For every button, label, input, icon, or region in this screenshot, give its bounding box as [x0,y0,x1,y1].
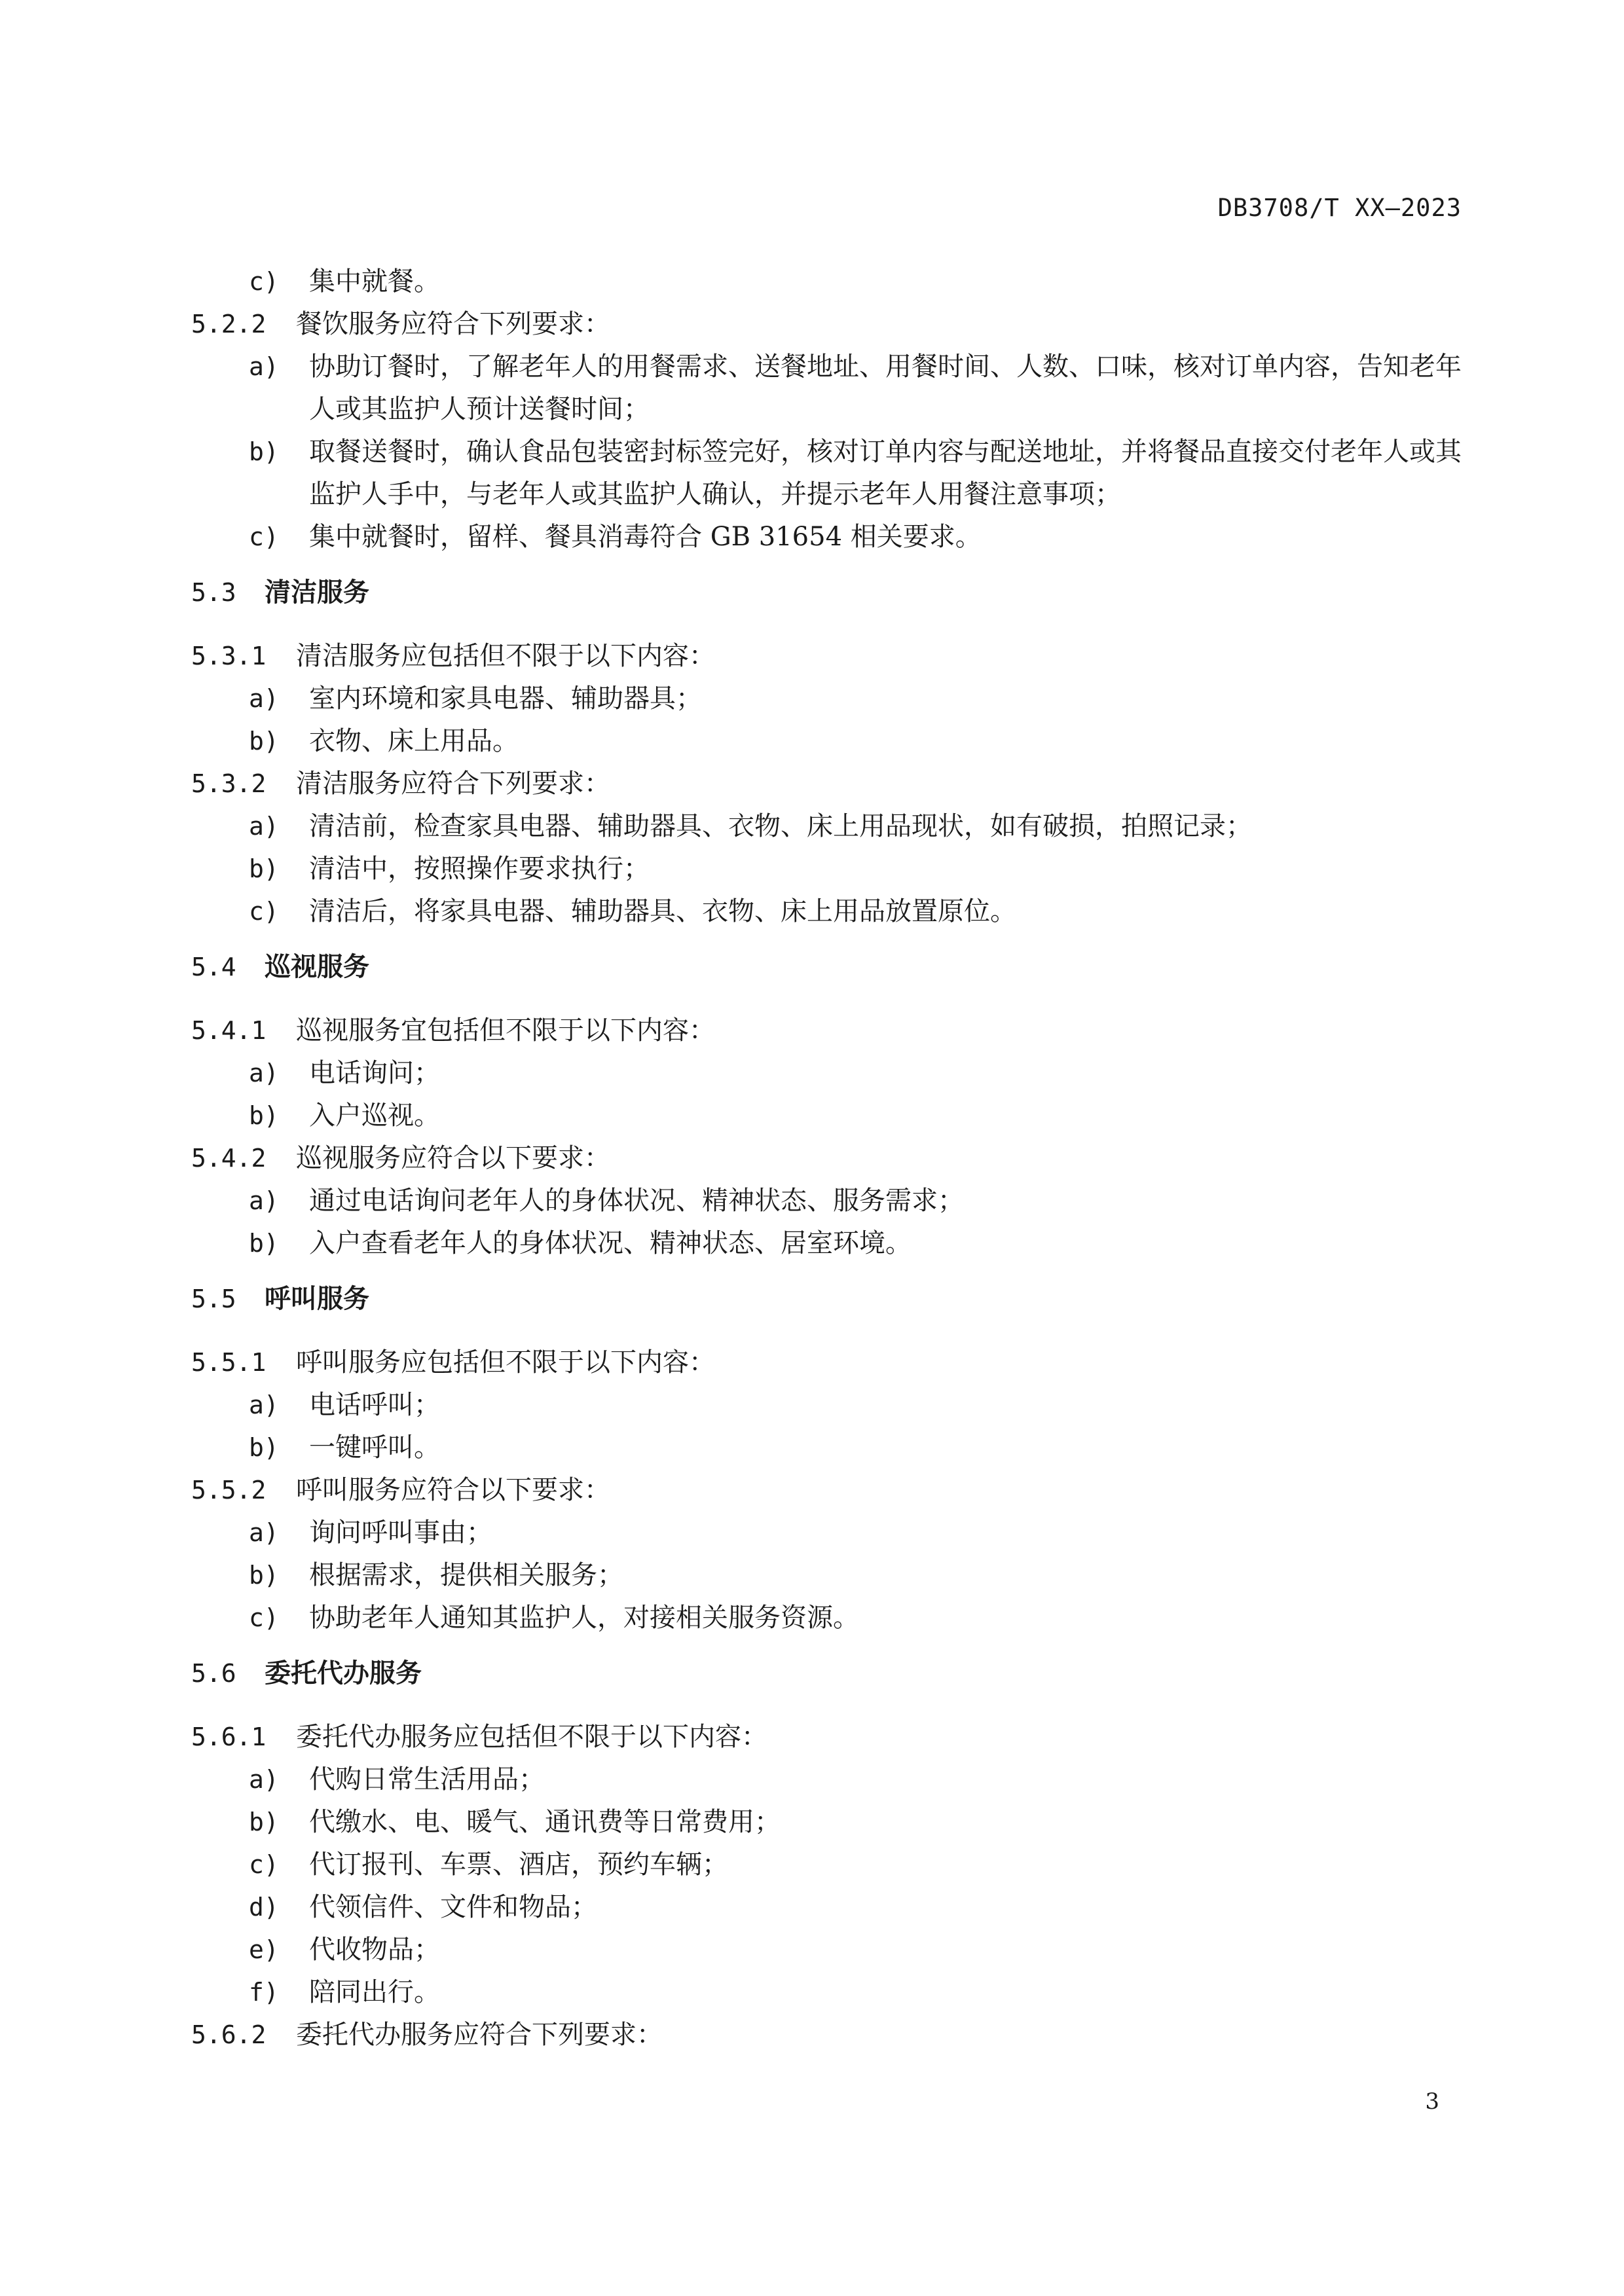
section-heading [191,572,1475,614]
item-text: 衣物、床上用品。 [309,726,519,756]
item-text: 入户查看老年人的身体状况、精神状态、居室环境。 [309,1228,912,1258]
item-label: b) [249,437,279,466]
item-label: a) [249,1186,279,1215]
list-item [191,1971,1475,2014]
item-text: 代订报刊、车票、酒店，预约车辆； [309,1850,728,1880]
clause-text: 清洁服务应包括但不限于以下内容： [296,641,715,671]
item-label: c) [249,267,279,296]
clause-text: 委托代办服务应包括但不限于以下内容： [296,1722,767,1752]
clause-text: 清洁服务应符合下列要求： [296,769,610,799]
item-label: c) [249,897,279,926]
section-title: 清洁服务 [265,577,369,608]
clause-text: 呼叫服务应包括但不限于以下内容： [296,1347,715,1377]
item-label: d) [249,1893,279,1922]
clause-text: 餐饮服务应符合下列要求： [296,309,610,339]
list-item [191,1597,1475,1639]
item-text: 陪同出行。 [309,1977,440,2007]
item-text: 清洁中，按照操作要求执行； [309,854,650,884]
item-label: a) [249,1765,279,1794]
list-item [191,1052,1475,1095]
section-title: 巡视服务 [265,952,369,982]
item-label: b) [249,854,279,883]
item-label: b) [249,727,279,756]
section-title: 呼叫服务 [265,1284,369,1314]
item-label: c) [249,1850,279,1879]
section-number: 5.3 [191,578,236,607]
clause-text: 委托代办服务应符合下列要求： [296,2020,663,2050]
list-item [191,678,1475,720]
clause [191,1137,1475,1180]
item-label: e) [249,1935,279,1964]
clause [191,1716,1475,1758]
item-text: 通过电话询问老年人的身体状况、精神状态、服务需求； [309,1186,964,1216]
item-text: 代收物品； [309,1935,440,1965]
clause [191,2014,1475,2056]
item-text: 代缴水、电、暖气、通讯费等日常费用； [309,1807,781,1837]
clause-number: 5.5.2 [191,1476,267,1504]
section-number: 5.6 [191,1659,236,1688]
list-item [191,720,1475,763]
clause-number: 5.3.1 [191,642,267,670]
clause [191,763,1475,805]
clause-number: 5.2.2 [191,310,267,338]
document-code: DB3708/T XX—2023 [1217,194,1462,222]
section-heading [191,1278,1475,1321]
list-item [191,1427,1475,1469]
list-item [191,1844,1475,1886]
document-body [191,261,1475,2056]
list-item [191,1886,1475,1929]
list-item [191,1512,1475,1554]
clause [191,303,1475,346]
clause [191,1469,1475,1512]
item-label: c) [249,522,279,551]
section-heading [191,946,1475,989]
list-item [191,1222,1475,1265]
item-text: 电话呼叫； [309,1390,440,1420]
list-item [191,346,1475,431]
item-label: b) [249,1561,279,1590]
list-item [191,1554,1475,1597]
list-item [191,1758,1475,1801]
clause-text: 呼叫服务应符合以下要求： [296,1475,610,1505]
item-text: 一键呼叫。 [309,1432,440,1463]
item-text: 代领信件、文件和物品； [309,1892,597,1922]
item-text: 清洁前，检查家具电器、辅助器具、衣物、床上用品现状，如有破损，拍照记录； [309,811,1252,841]
item-text: 电话询问； [309,1058,440,1088]
item-label: a) [249,684,279,713]
section-heading [191,1652,1475,1695]
item-text: 取餐送餐时，确认食品包装密封标签完好，核对订单内容与配送地址，并将餐品直接交付老年人或其监护人手中，与老年人或其监护人确认，并提示老年人用餐注意事项； [309,437,1462,509]
item-label: c) [249,1603,279,1632]
item-label: f) [249,1978,279,2007]
page-number: 3 [1425,2088,1439,2115]
item-text: 询问呼叫事由； [309,1518,492,1548]
item-text: 协助老年人通知其监护人，对接相关服务资源。 [309,1603,859,1633]
list-item [191,1095,1475,1137]
list-item [191,261,1475,303]
item-text: 代购日常生活用品； [309,1764,545,1795]
item-label: b) [249,1229,279,1258]
item-label: a) [249,1059,279,1087]
item-label: a) [249,1391,279,1419]
list-item [191,1929,1475,1971]
list-item [191,1180,1475,1222]
item-text: 室内环境和家具电器、辅助器具； [309,683,702,714]
clause [191,1341,1475,1384]
clause-number: 5.5.1 [191,1348,267,1377]
list-item [191,890,1475,933]
item-text: 协助订餐时，了解老年人的用餐需求、送餐地址、用餐时间、人数、口味，核对订单内容，告知老年人或其监护人预计送餐时间； [309,352,1462,424]
clause-number: 5.3.2 [191,769,267,798]
list-item [191,516,1475,558]
list-item [191,805,1475,848]
clause-number: 5.4.2 [191,1144,267,1173]
item-text: 集中就餐时，留样、餐具消毒符合 GB 31654 相关要求。 [309,522,982,552]
item-label: a) [249,812,279,841]
clause-text: 巡视服务应符合以下要求： [296,1143,610,1173]
section-number: 5.5 [191,1285,236,1313]
item-label: a) [249,1518,279,1547]
clause [191,635,1475,678]
item-label: a) [249,352,279,381]
clause-number: 5.6.1 [191,1722,267,1751]
section-title: 委托代办服务 [265,1658,422,1688]
section-number: 5.4 [191,953,236,981]
item-label: b) [249,1808,279,1836]
item-text: 入户巡视。 [309,1101,440,1131]
item-label: b) [249,1101,279,1130]
clause-text: 巡视服务宜包括但不限于以下内容： [296,1015,715,1046]
item-label: b) [249,1433,279,1462]
item-text: 集中就餐。 [309,266,440,297]
list-item [191,848,1475,890]
item-text: 根据需求，提供相关服务； [309,1560,623,1590]
list-item [191,1384,1475,1427]
clause [191,1010,1475,1052]
list-item [191,431,1475,516]
list-item [191,1801,1475,1844]
item-text: 清洁后，将家具电器、辅助器具、衣物、床上用品放置原位。 [309,896,1016,926]
clause-number: 5.4.1 [191,1016,267,1045]
clause-number: 5.6.2 [191,2020,267,2049]
